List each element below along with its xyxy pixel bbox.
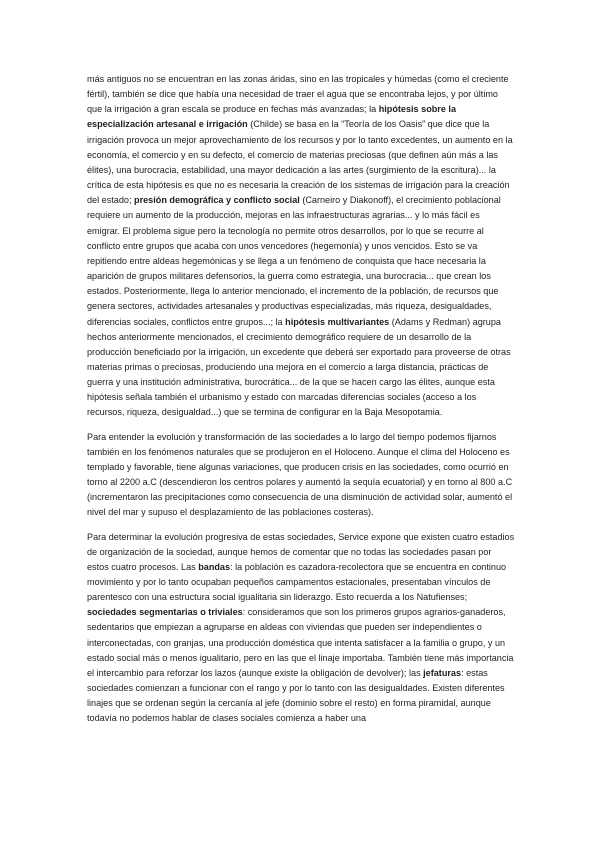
term-demographic-pressure: presión demográfica y conflicto social — [134, 195, 300, 206]
paragraph-hypotheses — [87, 72, 515, 421]
text-run: : la población es cazadora-recolectora que se encuentra en continuo movimiento y por lo tanto ocupaban pequeños campamentos estacionales, presentaban vínculos de parentesco con una estructura social igualitaria sin liderazgo. Esto recuerda a los Natufienses; — [87, 561, 507, 603]
text-run: (Childe) se basa en la “Teoría de los Oasis” que dice que la irrigación provoca un mejor aprovechamiento de los recursos y por lo tanto excedentes, un aumento en la economía, el comercio y en su defecto, el comercio de materias preciosas (que definen aún más a las élites), una burocracia, estabilidad, una mayor dedicación a las artes (surgimiento de la escritura)... la crítica de esta hipótesis es que no es necesaria la creación de los sistemas de irrigación para la creación del estado; — [87, 119, 513, 206]
text-run: Para determinar la evolución progresiva de estas sociedades, Service expone que existen cuatro estadios de organización de la sociedad, aunque hemos de comentar que no todas las sociedades pasan por estos cuatro procesos. Las — [87, 531, 515, 572]
term-multivariant-hypothesis: hipótesis multivariantes — [285, 316, 390, 327]
document-page — [87, 72, 515, 727]
text-run: (Carneiro y Diakonoff), el crecimiento poblacional requiere un aumento de la producción, mejoras en las infraestructuras agrarias... y lo más fácil es emigrar. El problema sigue pero la tecnología no permite otros desarrollos, por lo que se recurre al conflicto entre grupos que acaba con unos vencedores (hegemonía) y unos vencidos. Esto se va repitiendo entre aldeas hegemónicas y se llega a un fenómeno de conquista que hace necesaria la aparición de grupos militares defensorios, la guerra como estrategia, una burocracia... que crean los estados. Posteriormente, llega lo anterior mencionado, el incremento de la población, de recursos que genera sectores, actividades artesanales y productivas especializadas, más riqueza, desigualdades, diferencias sociales, conflictos entre grupos...; la — [87, 195, 501, 327]
term-specialization-irrigation: hipótesis sobre la especialización artesanal e irrigación — [87, 104, 457, 130]
text-run: más antiguos no se encuentran en las zonas áridas, sino en las tropicales y húmedas (como el creciente fértil), también se dice que había una necesidad de traer el agua que se encontraba lejos, y por último que la irrigación a gran escala se produce en fechas más avanzadas; la — [87, 74, 509, 115]
term-chiefdoms: jefaturas — [423, 667, 462, 678]
text-run: Para entender la evolución y transformación de las sociedades a lo largo del tiempo podemos fijarnos también en los fenómenos naturales que se produjeron en el Holoceno. Aunque el clima del Holoceno es templado y favorable, tiene algunas variaciones, que producen crisis en las sociedades, como ocurrió en torno al 2200 a.C (descendieron los centros polares y aumentó la sequía ecuatorial) y en torno al 800 a.C (incrementaron las precipitaciones como consecuencia de una disminución de actividad solar, aumentó el nivel del mar y supuso el desplazamiento de las poblaciones costeras). — [87, 431, 513, 518]
paragraph-holocene — [87, 430, 515, 521]
text-run: (Adams y Redman) agrupa hechos anteriormente mencionados, el crecimiento demográfico requiere de un desarrollo de la producción beneficiado por la irrigación, un excedente que deberá ser exportado para proveerse de otras materias primas o preciosas, produciendo una mejora en el comercio a larga distancia, prácticas de guerra y una institución administrativa, burocrática... de la que se hacen cargo las élites, aunque esta hipótesis señala también el urbanismo y estado con marcadas diferencias sociales (acceso a los recursos, riqueza, desigualdad...) que se termina de configurar en la Baja Mesopotamia. — [87, 316, 511, 418]
term-segmentary-societies: sociedades segmentarias o triviales — [87, 607, 243, 618]
text-run: : consideramos que son los primeros grupos agrarios-ganaderos, sedentarios que empiezan a agruparse en aldeas con viviendas que pueden ser independientes o interconectadas, con granjas, una producción doméstica que intenta satisfacer a la familia o grupo, y un estado social más o menos igualitario, pero en las que el linaje importaba. También tiene más importancia el intercambio para reforzar los lazos (aunque existe la obligación de devolver); las — [87, 607, 514, 678]
term-bands: bandas — [198, 561, 231, 572]
text-run: : estas sociedades comienzan a funcionar con el rango y por lo tanto con las desigualdades. Existen diferentes linajes que se ordenan según la cercanía al jefe (dominio sobre el resto) en forma piramidal, aunque todavía no podemos hablar de clases sociales comienza a haber una — [87, 667, 505, 724]
paragraph-service-stages — [87, 530, 515, 727]
